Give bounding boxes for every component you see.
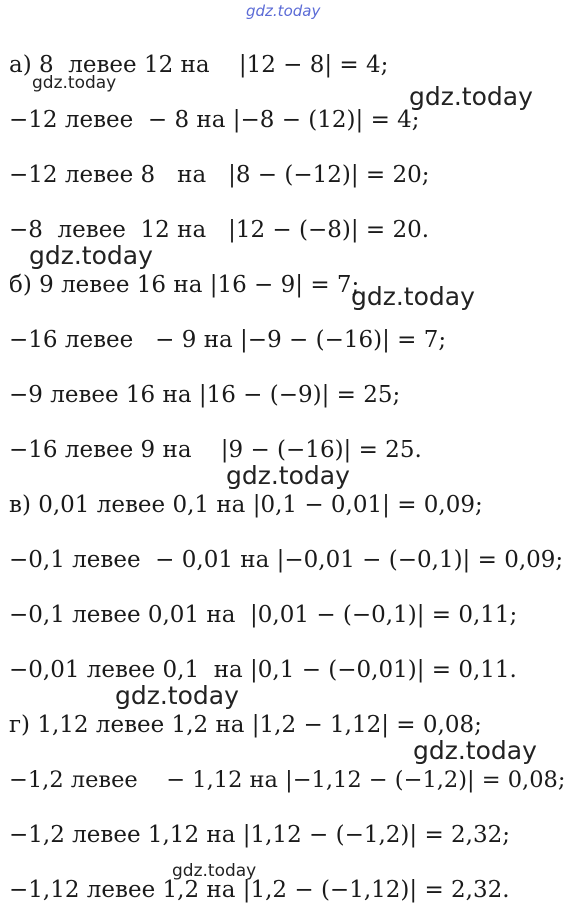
solution-line-g2: −1,2 левее − 1,12 на |−1,12 − (−1,2)| = 0,08; (9, 767, 566, 793)
solution-line-v1: в) 0,01 левее 0,1 на |0,1 − 0,01| = 0,09; (9, 492, 483, 518)
solution-line-v3: −0,1 левее 0,01 на |0,01 − (−0,1)| = 0,11; (9, 602, 518, 628)
watermark: gdz.today (226, 461, 350, 490)
watermark: gdz.today (351, 282, 475, 311)
watermark: gdz.today (32, 73, 117, 93)
watermark-top: gdz.today (246, 2, 321, 20)
solution-line-g3: −1,2 левее 1,12 на |1,12 − (−1,2)| = 2,32; (9, 822, 510, 848)
watermark: gdz.today (409, 82, 533, 111)
solution-line-a3: −12 левее 8 на |8 − (−12)| = 20; (9, 162, 430, 188)
solution-line-b3: −9 левее 16 на |16 − (−9)| = 25; (9, 382, 401, 408)
solution-line-b1: б) 9 левее 16 на |16 − 9| = 7; (9, 272, 360, 298)
solution-line-a2: −12 левее − 8 на |−8 − (12)| = 4; (9, 107, 420, 133)
watermark: gdz.today (413, 736, 537, 765)
solution-line-b4: −16 левее 9 на |9 − (−16)| = 25. (9, 437, 422, 463)
solution-line-a1: а) 8 левее 12 на |12 − 8| = 4; (9, 52, 389, 78)
solution-line-v2: −0,1 левее − 0,01 на |−0,01 − (−0,1)| = 0,09; (9, 547, 564, 573)
solution-line-g4: −1,12 левее 1,2 на |1,2 − (−1,12)| = 2,32. (9, 877, 510, 903)
watermark: gdz.today (29, 241, 153, 270)
solution-line-a4: −8 левее 12 на |12 − (−8)| = 20. (9, 217, 430, 243)
solution-line-b2: −16 левее − 9 на |−9 − (−16)| = 7; (9, 327, 447, 353)
watermark: gdz.today (115, 681, 239, 710)
watermark: gdz.today (172, 861, 257, 881)
solution-line-v4: −0,01 левее 0,1 на |0,1 − (−0,01)| = 0,11. (9, 657, 517, 683)
solution-line-g1: г) 1,12 левее 1,2 на |1,2 − 1,12| = 0,08; (9, 712, 482, 738)
